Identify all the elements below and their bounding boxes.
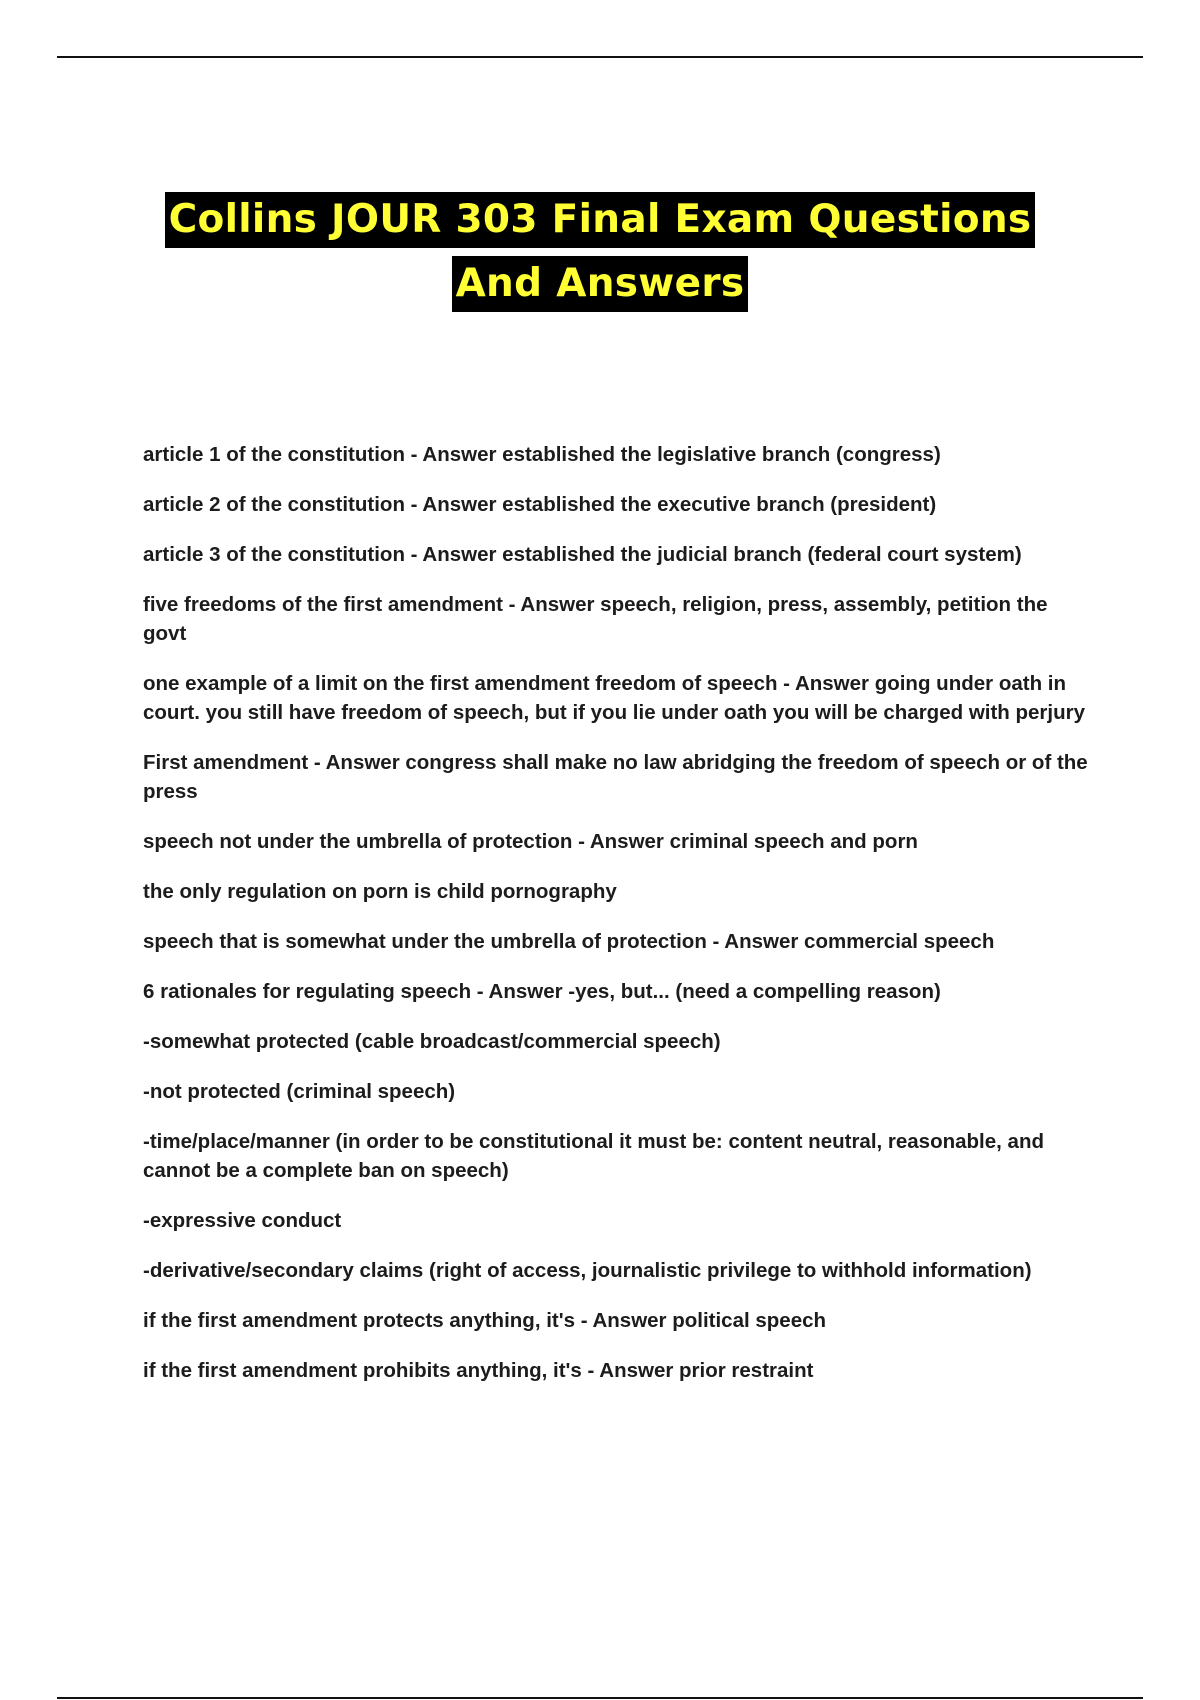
qa-entry-prohibits: if the first amendment prohibits anything, it's - Answer prior restraint — [143, 1359, 814, 1382]
qa-entry-article-2: article 2 of the constitution - Answer established the executive branch (president) — [143, 493, 937, 516]
qa-entry-rationale-expressive-conduct: -expressive conduct — [143, 1209, 342, 1232]
qa-entry-limit-example: one example of a limit on the first amendment freedom of speech - Answer going under oath in court. you still have freedom of speech, but if you lie under oath you will be charged with perjury — [143, 672, 1086, 724]
qa-entry-unprotected-speech: speech not under the umbrella of protection - Answer criminal speech and porn — [143, 830, 918, 853]
title-line-1: Collins JOUR 303 Final Exam Questions — [165, 192, 1036, 248]
qa-entry-six-rationales: 6 rationales for regulating speech - Answer -yes, but... (need a compelling reason) — [143, 980, 941, 1003]
qa-entry-rationale-time-place-manner: -time/place/manner (in order to be constitutional it must be: content neutral, reasonable, and cannot be a complete ban on speech) — [143, 1130, 1044, 1182]
qa-entry-porn-regulation: the only regulation on porn is child pornography — [143, 880, 617, 903]
qa-entry-rationale-somewhat: -somewhat protected (cable broadcast/commercial speech) — [143, 1030, 721, 1053]
bottom-rule — [57, 1697, 1143, 1699]
document-title — [0, 192, 1200, 312]
title-line-2: And Answers — [452, 256, 749, 312]
qa-entry-five-freedoms: five freedoms of the first amendment - Answer speech, religion, press, assembly, petition the govt — [143, 593, 1048, 645]
top-rule — [57, 56, 1143, 58]
qa-entry-first-amendment: First amendment - Answer congress shall make no law abridging the freedom of speech or of the press — [143, 751, 1088, 803]
qa-entry-article-1: article 1 of the constitution - Answer established the legislative branch (congress) — [143, 443, 941, 466]
qa-list — [143, 440, 1093, 1406]
qa-entry-protects: if the first amendment protects anything, it's - Answer political speech — [143, 1309, 827, 1332]
qa-entry-rationale-derivative-claims: -derivative/secondary claims (right of access, journalistic privilege to withhold information) — [143, 1259, 1032, 1282]
qa-entry-somewhat-protected: speech that is somewhat under the umbrella of protection - Answer commercial speech — [143, 930, 995, 953]
qa-entry-article-3: article 3 of the constitution - Answer established the judicial branch (federal court system) — [143, 543, 1022, 566]
qa-entry-rationale-not-protected: -not protected (criminal speech) — [143, 1080, 456, 1103]
